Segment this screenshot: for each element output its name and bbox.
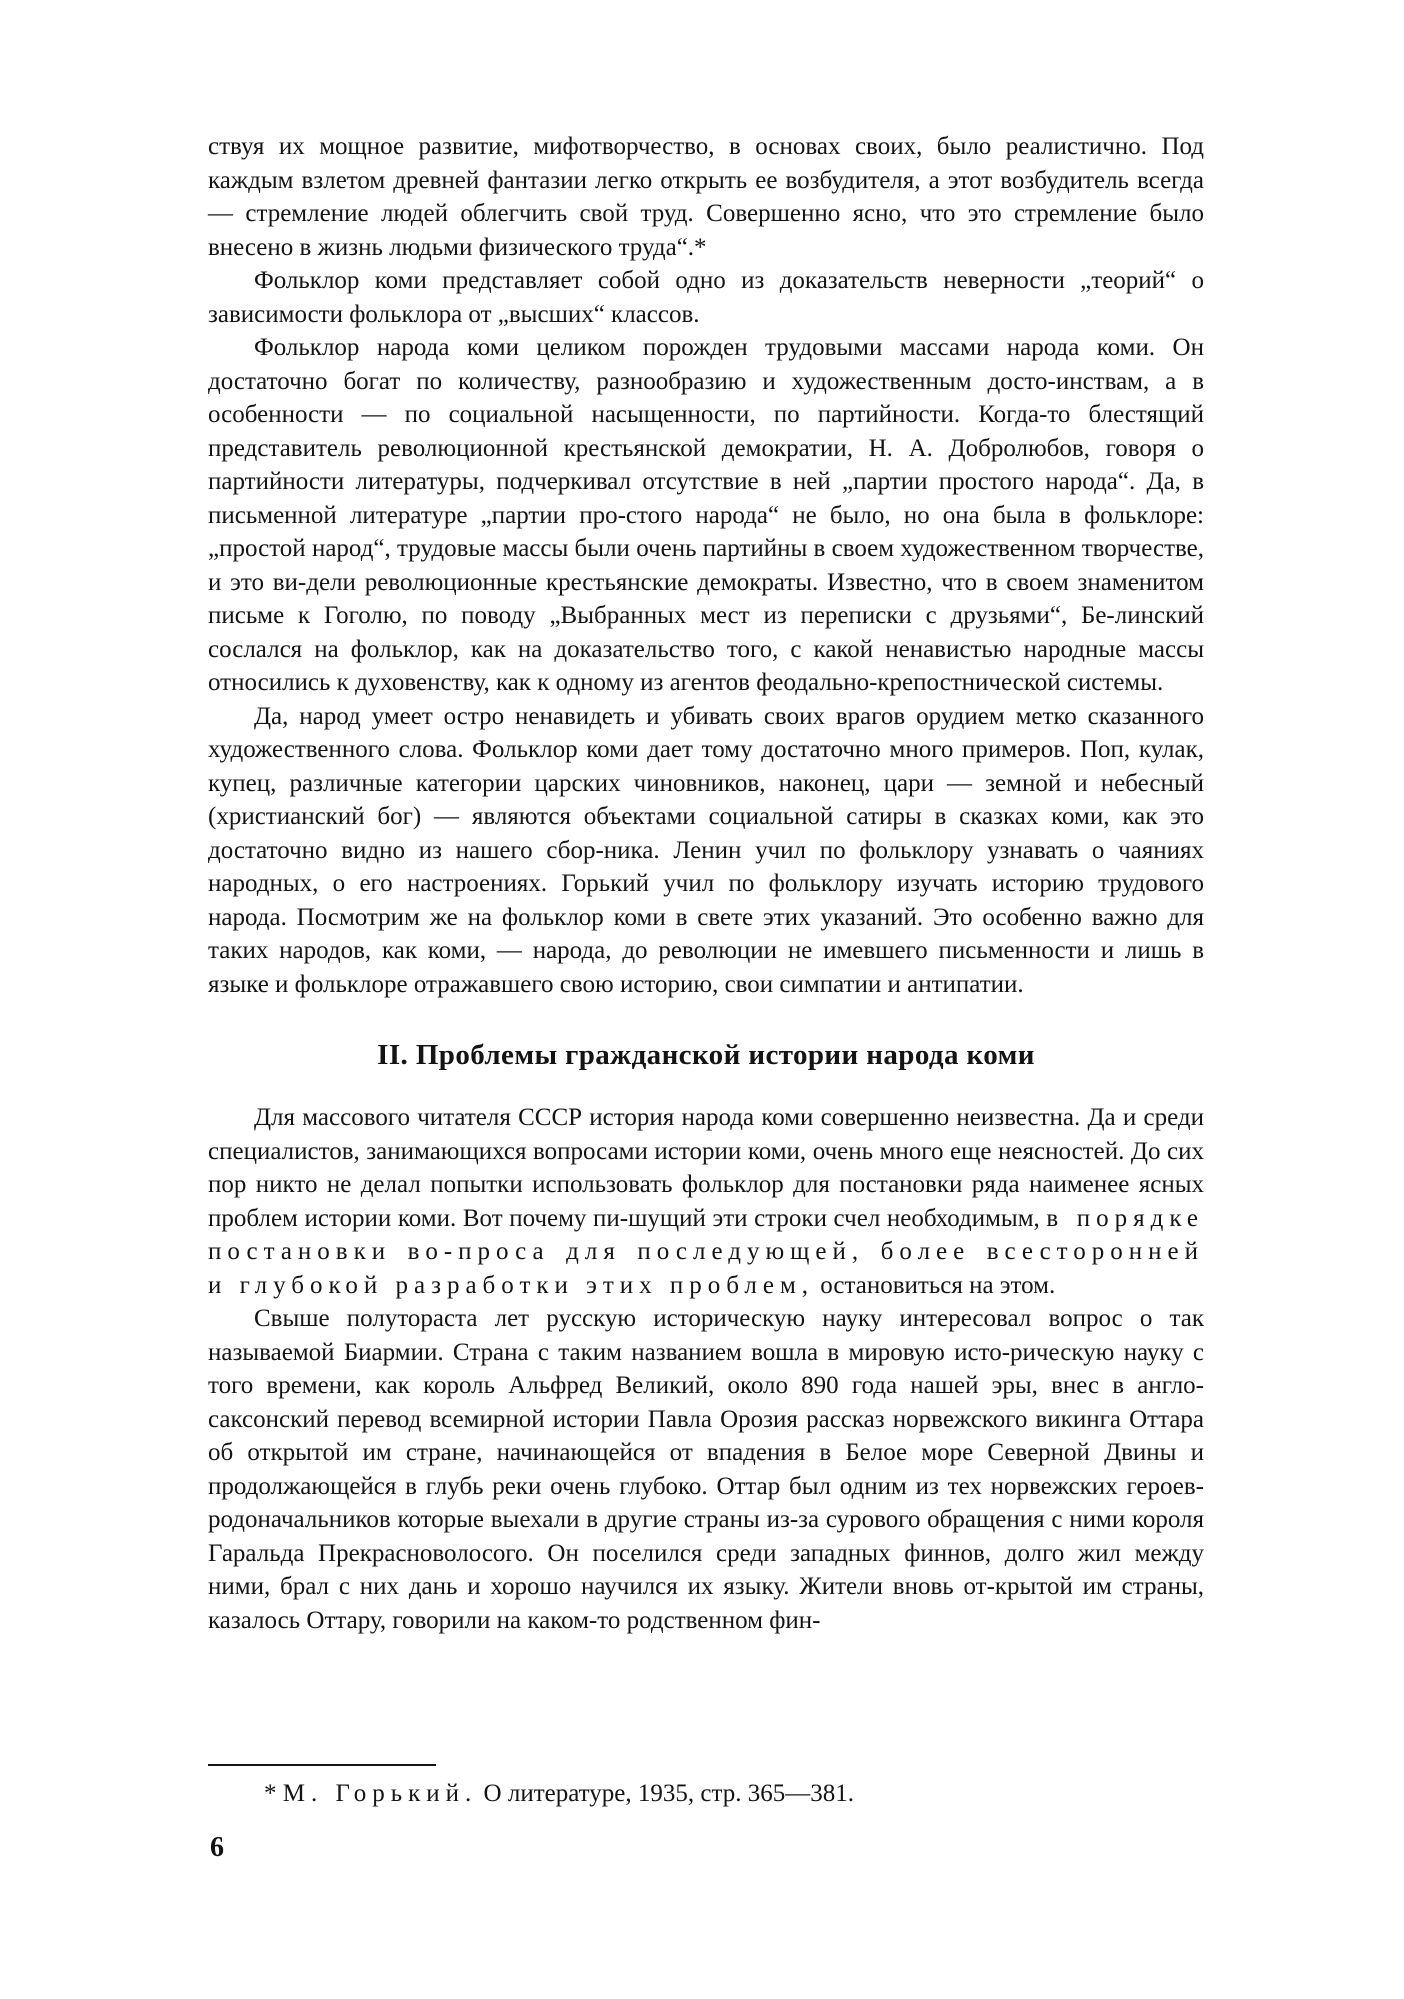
paragraph-gorky-quote-end: ствуя их мощное развитие, мифотворчество, в основах своих, было реалистично. Под каждым взлетом древней фантазии легко открыть ее возбудителя, а этот возбудитель всегда — стремление людей облегчить свой труд. Совершенно ясно, что это стремление было внесено в жизнь людьми физического труда“.* xyxy=(208,133,1204,261)
footnote-source: О литературе, 1935, стр. 365—381. xyxy=(483,1780,854,1807)
footnote-author: М. Горький. xyxy=(282,1780,478,1807)
footnote-marker: * xyxy=(264,1780,277,1807)
paragraph-komi-history-unknown xyxy=(208,1101,1204,1302)
paragraph-social-satire: Да, народ умеет остро ненавидеть и убивать своих врагов орудием метко сказанного художественного слова. Фольклор коми дает тому достаточно много примеров. Поп, кулак, купец, различные категории царских чиновников, наконец, цари — земной и небесный (христианский бог) — являются объектами социальной сатиры в сказках коми, как это достаточно видно из нашего сбор-ника. Ленин учил по фольклору узнавать о чаяниях народных, о его настроениях. Горький учил по фольклору изучать историю трудового народа. Посмотрим же на фольклор коми в свете этих указаний. Это особенно важно для таких народов, как коми, — народа, до революции не имевшего письменности и лишь в языке и фольклоре отражавшего свою историю, свои симпатии и антипатии. xyxy=(208,702,1204,998)
paragraph-folklore-theories: Фольклор коми представляет собой одно из доказательств неверности „теорий“ о зависимости фольклора от „высших“ классов. xyxy=(208,267,1204,328)
main-text-column xyxy=(208,130,1204,1637)
section-heading: II. Проблемы гражданской истории народа коми xyxy=(377,1039,1035,1071)
paragraph-text-after-spaced: остановиться на этом. xyxy=(820,1271,1056,1299)
footnote-divider xyxy=(208,1764,436,1766)
paragraph-text-before-spaced: Для массового читателя СССР история народа коми совершенно неизвестна. Да и среди специалистов, занимающихся вопросами истории коми, очень много еще неясностей. До сих пор никто не делал попытки использовать фольклор для постановки ряда наименее ясных проблем истории коми. Вот почему пи-шущий эти строки счел необходимым, xyxy=(208,1104,1204,1232)
page-number: 6 xyxy=(210,1832,224,1863)
paragraph-folklore-partisanship: Фольклор народа коми целиком порожден трудовыми массами народа коми. Он достаточно богат по количеству, разнообразию и художественным досто-инствам, а в особенности — по социальной насыщенности, по партийности. Когда-то блестящий представитель революционной крестьянской демократии, Н. А. Добролюбов, говоря о партийности литературы, подчеркивал отсутствие в ней „партии простого народа“. Да, в письменной литературе „партии про-стого народа“ не было, но она была в фольклоре: „простой народ“, трудовые массы были очень партийны в своем художественном творчестве, и это ви-дели революционные крестьянские демократы. Известно, что в своем знаменитом письме к Гоголю, по поводу „Выбранных мест из переписки с друзьями“, Бе-линский сослался на фольклор, как на доказательство того, с какой ненавистью народные массы относились к духовенству, как к одному из агентов феодально-крепостнической системы. xyxy=(208,334,1204,696)
footnote xyxy=(264,1778,854,1810)
spaced-emphasis-text: в порядке постановки во-проса для последующей, более всесторонней и глубокой разработки этих проблем, xyxy=(208,1204,1204,1299)
paragraph-biarmia: Свыше полутораста лет русскую историческую науку интересовал вопрос о так называемой Биармии. Страна с таким названием вошла в мировую исто-рическую науку с того времени, как король Альфред Великий, около 890 года нашей эры, внес в англо-саксонский перевод всемирной истории Павла Орозия рассказ норвежского викинга Оттара об открытой им стране, начинающейся от впадения в Белое море Северной Двины и продолжающейся в глубь реки очень глубоко. Оттар был одним из тех норвежских героев-родоначальников которые выехали в другие страны из-за сурового обращения с ними короля Гаральда Прекрасноволосого. Он поселился среди западных финнов, долго жил между ними, брал с них дань и хорошо научился их языку. Жители вновь от-крытой им страны, казалось Оттару, говорили на каком-то родственном фин- xyxy=(208,1305,1204,1634)
